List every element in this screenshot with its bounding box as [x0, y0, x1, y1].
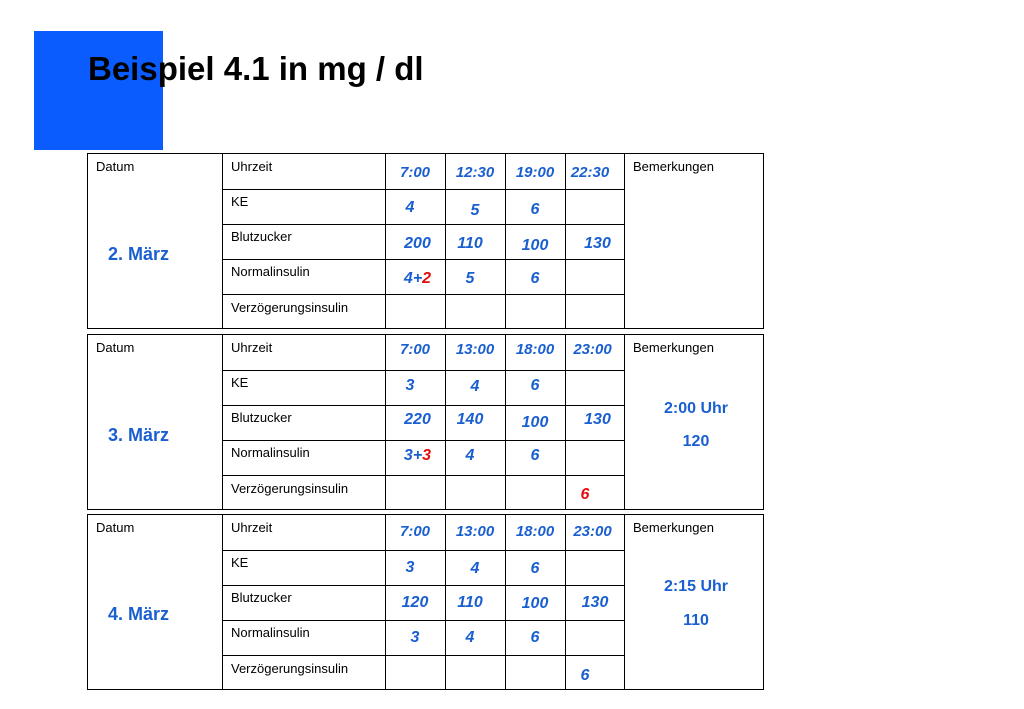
blutzucker-cell: 100	[521, 237, 549, 254]
time-cell: 12:30	[455, 164, 495, 181]
time-cell: 7:00	[399, 341, 431, 358]
normalinsulin-cell: 4+2	[403, 270, 432, 287]
blutzucker-cell: 220	[404, 411, 431, 428]
day-block-3	[87, 514, 764, 690]
ke-cell: 4	[470, 378, 480, 395]
ke-label: KE	[231, 555, 249, 570]
datum-label: Datum	[96, 520, 135, 535]
uhrzeit-label: Uhrzeit	[231, 340, 273, 355]
blutzucker-label: Blutzucker	[231, 590, 292, 605]
ke-cell: 5	[470, 202, 480, 219]
normalinsulin-cell: 4	[465, 629, 475, 646]
verzoegerungsinsulin-label: Verzögerungsinsulin	[231, 300, 349, 315]
uhrzeit-label: Uhrzeit	[231, 159, 273, 174]
blutzucker-cell: 110	[457, 235, 483, 252]
normalinsulin-cell: 4	[465, 447, 475, 464]
blutzucker-cell: 120	[401, 594, 429, 611]
bemerkungen-label: Bemerkungen	[633, 340, 714, 355]
time-cell: 22:30	[570, 164, 610, 181]
accent-square	[34, 31, 163, 150]
normalinsulin-label: Normalinsulin	[231, 625, 310, 640]
verzoegerungsinsulin-cell: 6	[580, 667, 590, 684]
time-cell: 13:00	[455, 341, 495, 358]
datum-label: Datum	[96, 159, 135, 174]
normalinsulin-cell: 6	[530, 270, 540, 287]
blutzucker-label: Blutzucker	[231, 410, 292, 425]
blutzucker-cell: 140	[456, 411, 484, 428]
bemerkungen-label: Bemerkungen	[633, 520, 714, 535]
blutzucker-cell: 100	[521, 595, 549, 612]
blutzucker-cell: 110	[457, 594, 483, 611]
ke-cell: 6	[530, 201, 540, 218]
time-cell: 18:00	[515, 341, 555, 358]
verzoegerungsinsulin-label: Verzögerungsinsulin	[231, 661, 349, 676]
time-cell: 18:00	[515, 523, 555, 540]
blutzucker-cell: 200	[404, 235, 431, 252]
remark-value: 110	[683, 612, 709, 629]
time-cell: 7:00	[399, 164, 431, 181]
ke-cell: 4	[405, 199, 415, 216]
normalinsulin-cell: 3	[410, 629, 420, 646]
normalinsulin-cell: 3+3	[403, 447, 432, 464]
remark-value: 120	[682, 433, 710, 450]
time-cell: 23:00	[573, 341, 612, 358]
day-block-1	[87, 153, 764, 329]
normalinsulin-cell: 6	[530, 629, 540, 646]
ke-label: KE	[231, 375, 249, 390]
ke-cell: 6	[530, 560, 540, 577]
blutzucker-cell: 100	[521, 414, 549, 431]
remark-time: 2:00 Uhr	[663, 400, 729, 417]
blutzucker-cell: 130	[581, 594, 609, 611]
time-cell: 7:00	[399, 523, 431, 540]
ke-cell: 3	[405, 377, 415, 394]
ke-label: KE	[231, 194, 249, 209]
blutzucker-label: Blutzucker	[231, 229, 292, 244]
normalinsulin-cell: 6	[530, 447, 540, 464]
blutzucker-cell: 130	[584, 411, 611, 428]
verzoegerungsinsulin-label: Verzögerungsinsulin	[231, 481, 349, 496]
day-block-2	[87, 334, 764, 510]
normalinsulin-label: Normalinsulin	[231, 445, 310, 460]
normalinsulin-cell: 5	[465, 270, 475, 287]
ke-cell: 4	[470, 560, 480, 577]
ke-cell: 3	[405, 559, 415, 576]
ke-cell: 6	[530, 377, 540, 394]
date-value: 2. März	[108, 244, 170, 264]
page-title: Beispiel 4.1 in mg / dl	[88, 50, 424, 87]
normalinsulin-label: Normalinsulin	[231, 264, 310, 279]
datum-label: Datum	[96, 340, 135, 355]
time-cell: 13:00	[455, 523, 495, 540]
time-cell: 19:00	[515, 164, 555, 181]
blutzucker-cell: 130	[584, 235, 611, 252]
time-cell: 23:00	[573, 523, 612, 540]
remark-time: 2:15 Uhr	[663, 578, 729, 595]
uhrzeit-label: Uhrzeit	[231, 520, 273, 535]
date-value: 4. März	[108, 604, 170, 624]
bemerkungen-label: Bemerkungen	[633, 159, 714, 174]
verzoegerungsinsulin-cell: 6	[580, 486, 590, 503]
date-value: 3. März	[108, 425, 170, 445]
